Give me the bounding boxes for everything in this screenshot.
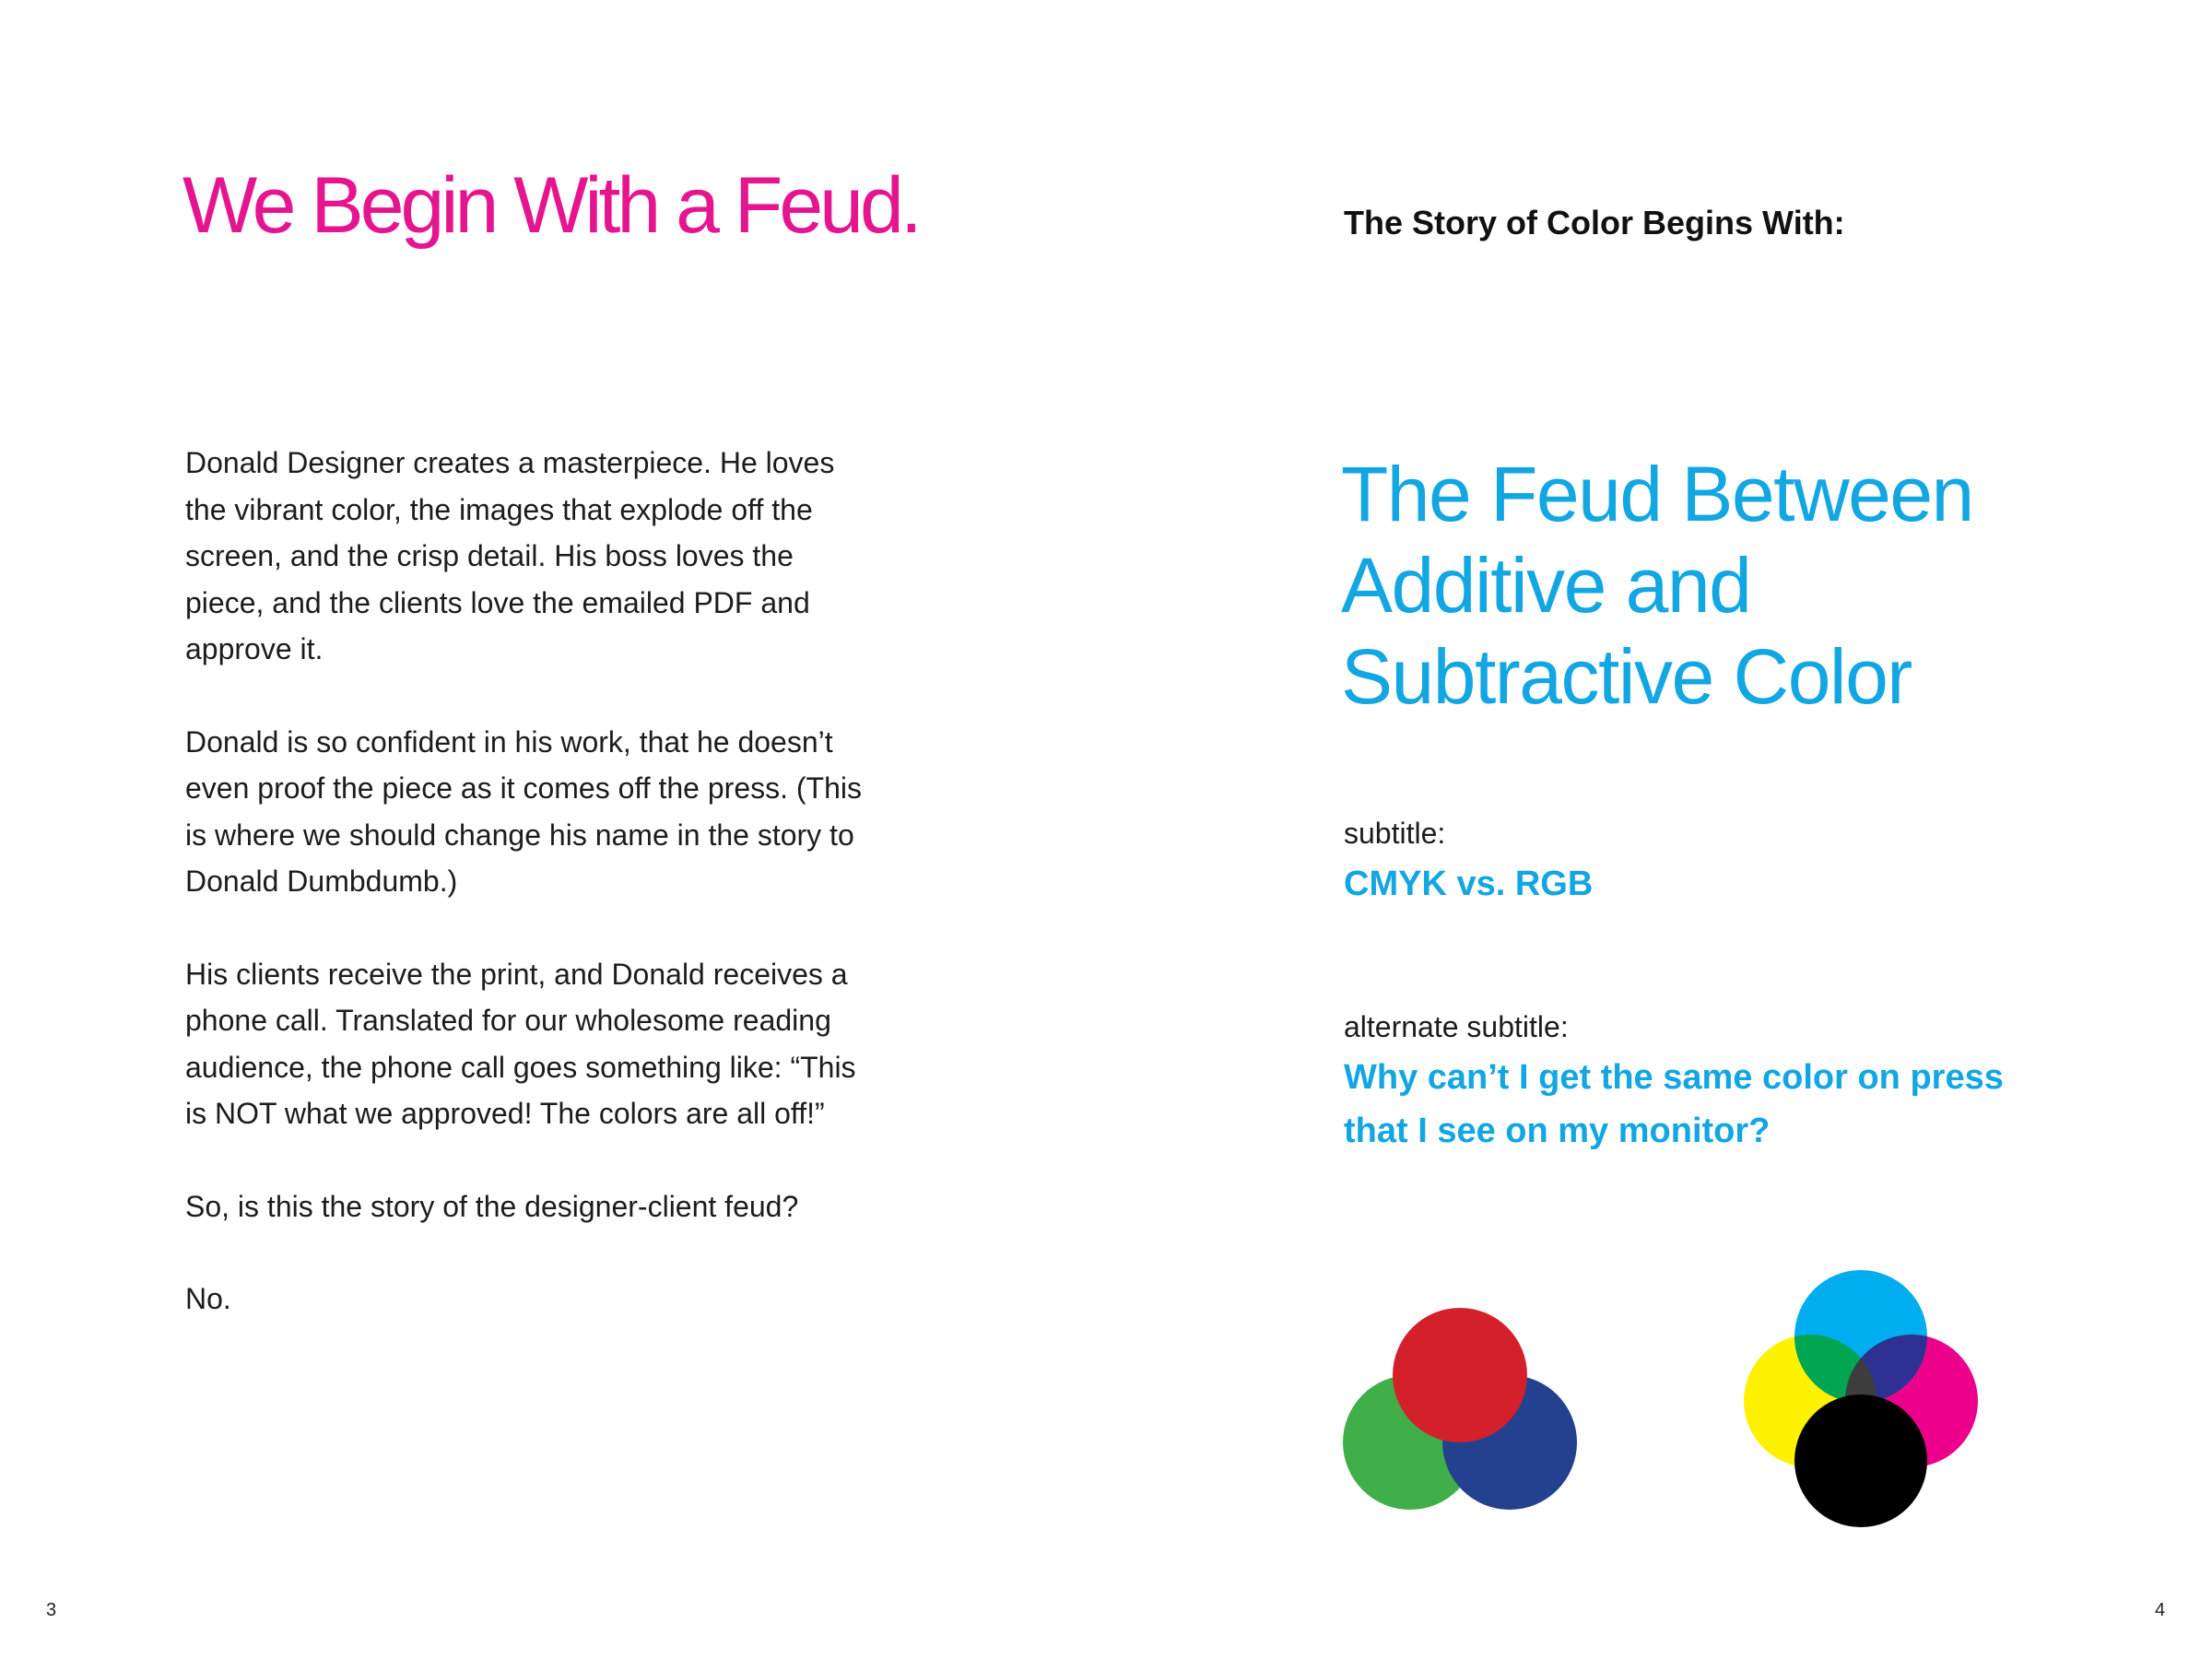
subtitle-label: subtitle:: [1344, 817, 1446, 850]
rgb-diagram: [1343, 1253, 1583, 1530]
page-number-right: 4: [2155, 1600, 2166, 1620]
rgb-red-circle: [1393, 1308, 1527, 1442]
paragraph-5: No.: [185, 1282, 231, 1315]
body-text: [185, 440, 886, 1369]
cmyk-black-circle: [1794, 1394, 1927, 1527]
subtitle: CMYK vs. RGB: [1344, 865, 1594, 903]
page-number-left: 3: [46, 1600, 57, 1620]
paragraph-4: So, is this the story of the designer-client feud?: [185, 1189, 799, 1223]
feature-title: The Feud Between Additive and Subtractive Color: [1341, 451, 1973, 720]
paragraph-3: His clients receive the print, and Donald receives a phone call. Translated for our wholesome reading audience, the phone call goes something like: “This is NOT what we approved! The colors are all off!”: [185, 957, 856, 1130]
cmyk-diagram: [1741, 1253, 1981, 1530]
section-header: The Story of Color Begins With:: [1344, 204, 1845, 241]
right-page: [1106, 0, 2212, 1659]
paragraph-2: Donald is so confident in his work, that he doesn’t even proof the piece as it comes off the press. (This is where we should change his name in the story to Donald Dumbdumb.): [185, 724, 862, 898]
page-title: We Begin With a Feud.: [182, 161, 919, 250]
alt-subtitle: Why can’t I get the same color on press that I see on my monitor?: [1344, 1058, 2004, 1150]
alt-subtitle-label: alternate subtitle:: [1344, 1010, 1569, 1043]
paragraph-1: Donald Designer creates a masterpiece. He loves the vibrant color, the images that explode off the screen, and the crisp detail. His boss loves the piece, and the clients love the emailed PDF and approve it.: [185, 446, 835, 665]
